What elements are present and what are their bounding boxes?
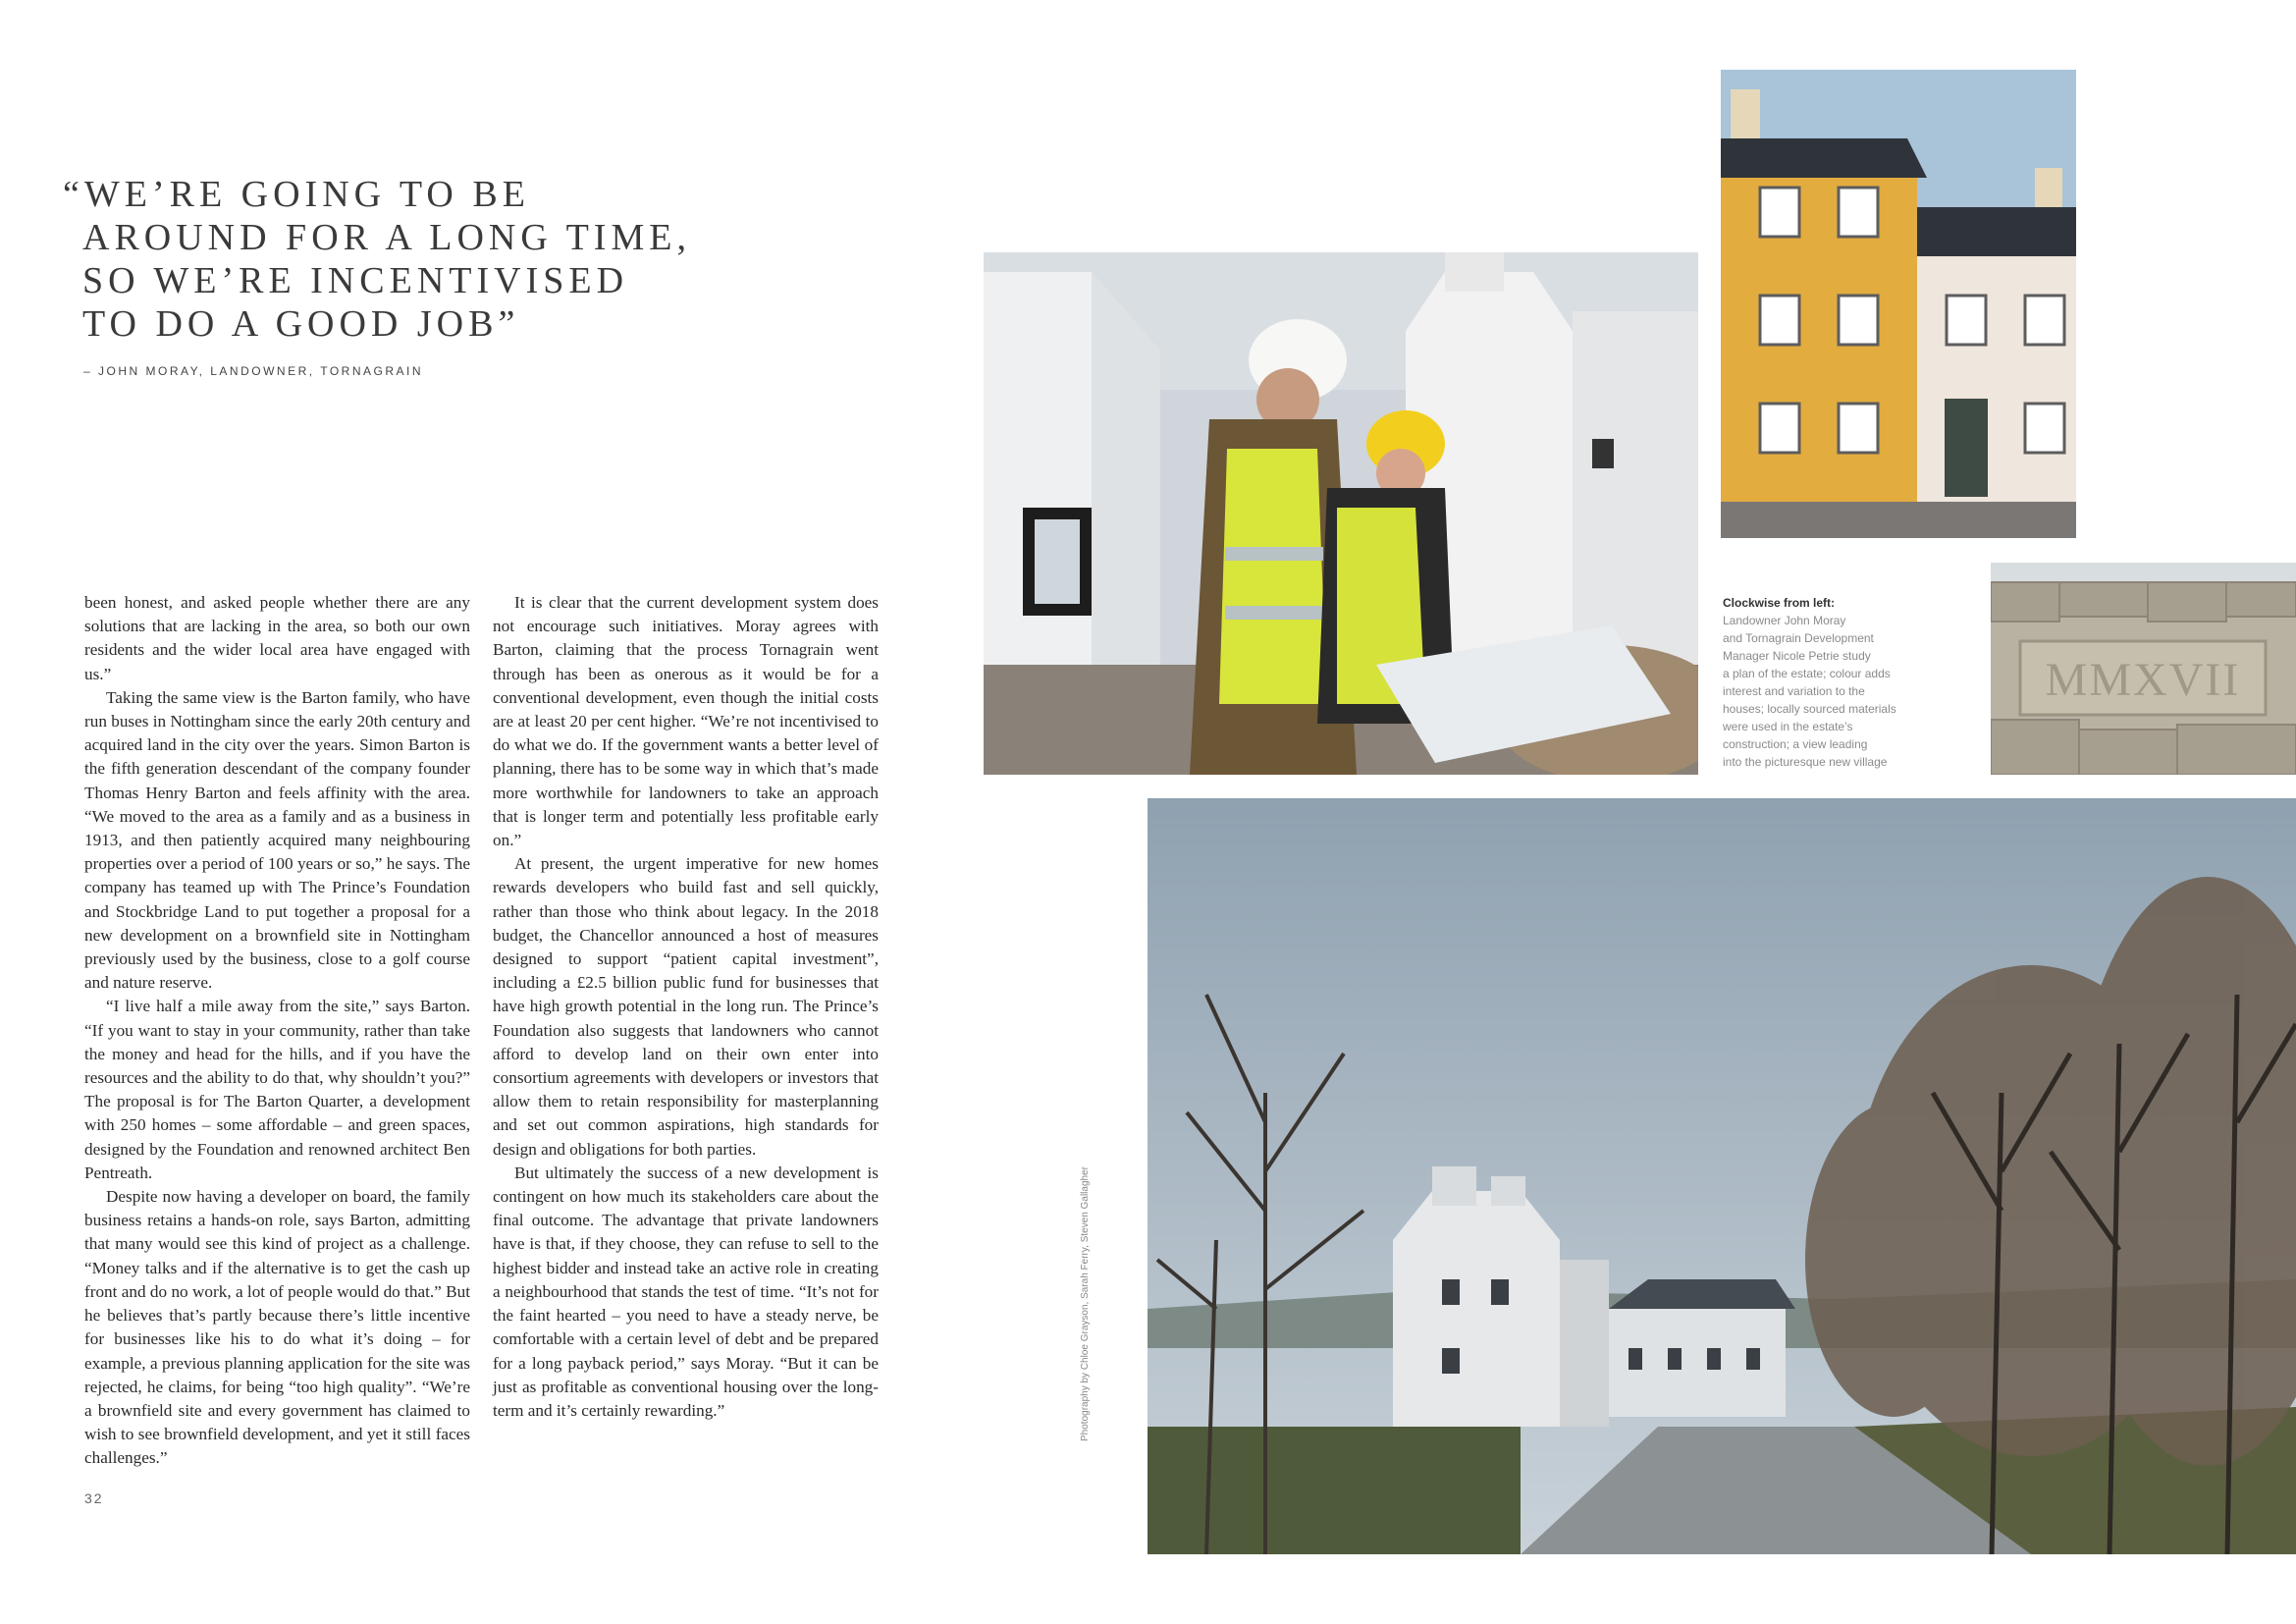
paragraph: But ultimately the success of a new development is contingent on how much its stakeholders care about the final outcome. The advantage that private landowners have is that, if they choose, they can refuse to sell to the highest bidder and instead take an active role in creating a neighbourhood that stands the test of time. “It’s not for the faint hearted – you need to have a steady nerve, be comfortable with a certain level of debt and be prepared for a long payback period,” says Moray. “But it can be just as profitable as conventional housing over the long-term and it’s certainly rewarding.” <box>493 1163 879 1420</box>
caption-line: were used in the estate’s <box>1723 720 1853 733</box>
caption-line: construction; a view leading <box>1723 737 1868 751</box>
paragraph: “I live half a mile away from the site,” says Barton. “If you want to stay in your community, rather than take the money and head for the hills, and if you have the resources and the ability to do that, why shouldn’t you?” The proposal is for The Barton Quarter, a development with 250 homes – some affordable – and green spaces, designed by the Foundation and renowned architect Ben Pentreath. <box>84 997 470 1182</box>
paragraph: Taking the same view is the Barton family, who have run buses in Nottingham since the early 20th century and acquired land in the city over the years. Simon Barton is the fifth generation descendant of the company founder Thomas Henry Barton and feels affinity with the area. “We moved to the area as a family and as a business in 1913, and then patiently acquired many neighbouring properties over a period of 100 years or so,” he says. The company has teamed up with The Prince’s Foundation and Stockbridge Land to put together a proposal for a new development on a brownfield site in Nottingham previously used by the business, close to a golf course and nature reserve. <box>84 687 470 993</box>
pull-quote-line: “WE’RE GOING TO BE <box>63 174 530 215</box>
stone-inscription: MMXVII <box>2045 654 2241 706</box>
caption-line: and Tornagrain Development <box>1723 631 1874 645</box>
pull-quote-line: TO DO A GOOD JOB” <box>82 303 520 345</box>
article-column-2 <box>493 591 879 1423</box>
pull-quote-line: SO WE’RE INCENTIVISED <box>82 260 629 301</box>
caption-line: interest and variation to the <box>1723 684 1865 698</box>
paragraph: Despite now having a developer on board, the family business retains a hands-on role, says Barton, admitting that many would see this kind of project as a challenge. “Money talks and if the alternative is to get the cash up front and do no work, a lot of people would do that.” But he believes that’s partly because there’s little incentive for businesses like his to do what it’s doing – for example, a previous planning application for the site was rejected, he claims, for being “too high quality”. “We’re a brownfield site and every government has claimed to wish to see brownfield development, and yet it still faces challenges.” <box>84 1187 470 1468</box>
caption-line: Landowner John Moray <box>1723 614 1846 627</box>
photo-village-view <box>1148 798 2296 1554</box>
photo-stone-wall-inscription <box>1991 563 2296 775</box>
page-number: 32 <box>84 1490 104 1506</box>
caption-line: a plan of the estate; colour adds <box>1723 667 1891 680</box>
quote-attribution: – JOHN MORAY, LANDOWNER, TORNAGRAIN <box>83 364 423 378</box>
paragraph: been honest, and asked people whether there are any solutions that are lacking in the area, so both our own residents and the wider local area have engaged with us.” <box>84 593 470 683</box>
caption-line: Manager Nicole Petrie study <box>1723 649 1871 663</box>
pull-quote <box>63 173 691 346</box>
paragraph: At present, the urgent imperative for new homes rewards developers who build fast and sell quickly, rather than those who think about legacy. In the 2018 budget, the Chancellor announced a host of measures designed to support “patient capital investment”, including a £2.5 billion public fund for businesses that have high growth potential in the long run. The Prince’s Foundation also suggests that landowners who cannot afford to develop land on their own enter into consortium agreements with developers or investors that allow them to retain responsibility for masterplanning and set out common aspirations, high standards for design and obligations for both parties. <box>493 854 879 1159</box>
photo-caption <box>1723 594 1909 771</box>
photo-yellow-house <box>1721 70 2076 538</box>
pull-quote-line: AROUND FOR A LONG TIME, <box>82 217 691 258</box>
caption-line: into the picturesque new village <box>1723 755 1888 769</box>
caption-heading: Clockwise from left: <box>1723 596 1836 610</box>
caption-line: houses; locally sourced materials <box>1723 702 1896 716</box>
paragraph: It is clear that the current development system does not encourage such initiatives. Moray agrees with Barton, claiming that the process Tornagrain went through has been as onerous as it would be for a conventional development, even though the initial costs are at least 20 per cent higher. “We’re not incentivised to do what we do. If the government wants a better level of planning, there has to be some way in which that’s made more worthwhile for landowners to take an approach that is longer term and potentially less profitable early on.” <box>493 593 879 850</box>
article-column-1 <box>84 591 470 1471</box>
photo-landowners-studying-plan <box>984 252 1698 775</box>
photo-credit: Photography by Chloe Grayson, Sarah Ferry, Steven Gallagher <box>1080 1166 1091 1441</box>
